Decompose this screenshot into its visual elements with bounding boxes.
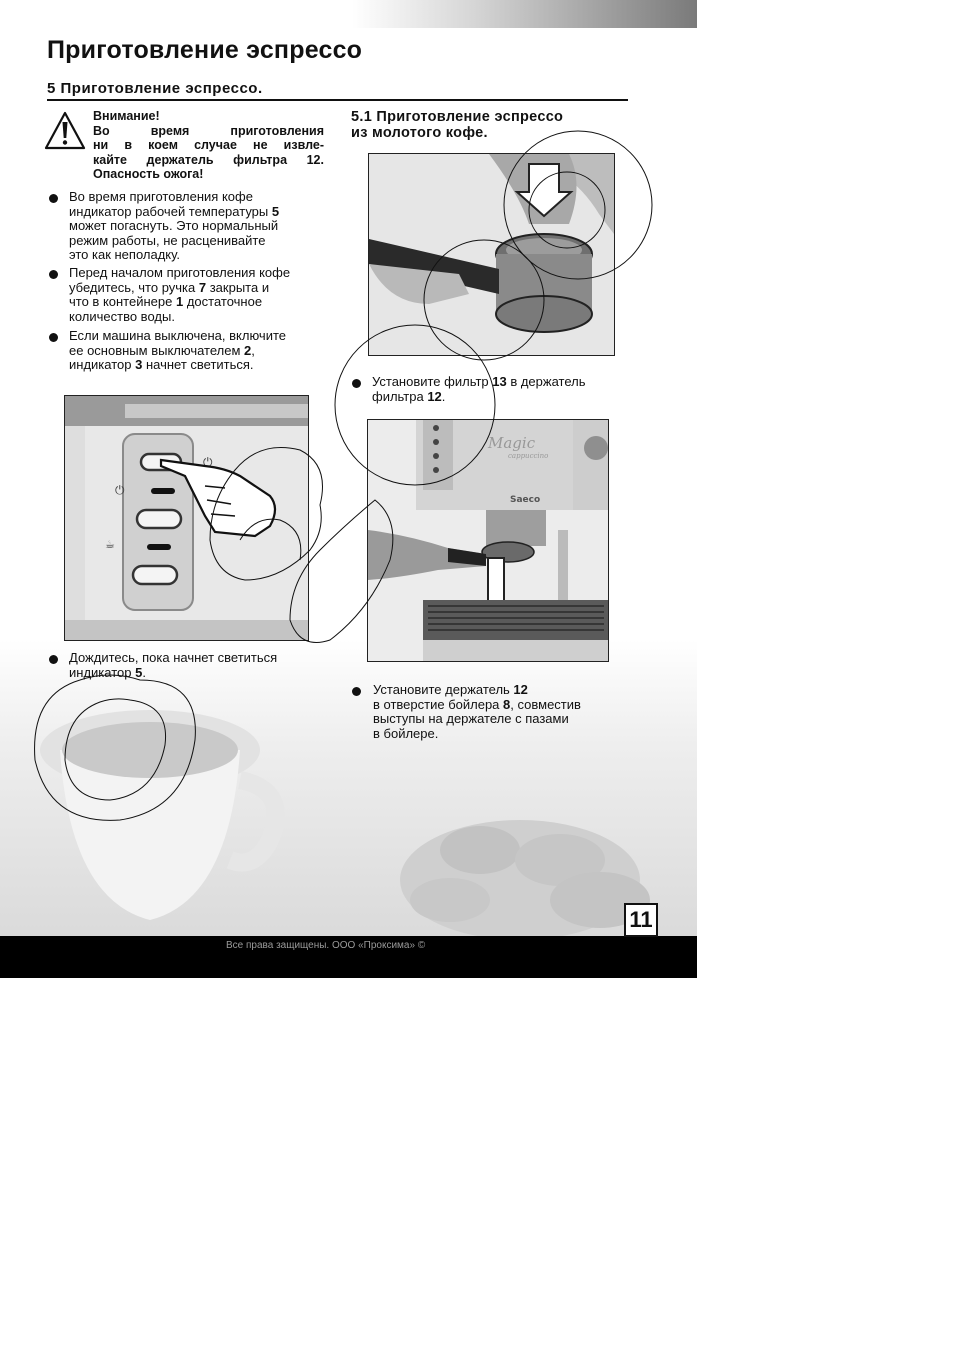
subsection-title: 5.1 Приготовление эспрессо из молотого кофе. bbox=[351, 109, 564, 141]
right-bullet-2: Установите держатель 12 в отверстие бойлера 8, совместив выступы на держателе с пазами в бойлере. bbox=[373, 682, 581, 741]
bullet-dot bbox=[352, 379, 361, 388]
filter-insert-photo bbox=[368, 153, 615, 356]
bullet-dot bbox=[49, 270, 58, 279]
warning-title: Внимание! bbox=[93, 109, 160, 123]
left-bullet-3: Если машина выключена, включите ее основным выключателем 2, индикатор 3 начнет светиться. bbox=[69, 328, 286, 372]
section-divider bbox=[47, 99, 628, 101]
bullet-dot bbox=[49, 655, 58, 664]
warning-line: Во время приготовления bbox=[93, 123, 324, 138]
left-bullet-1: Во время приготовления кофе индикатор рабочей температуры 5 может погаснуть. Это нормальный режим работы, не расценивайте это как неполадку. bbox=[69, 189, 280, 262]
svg-text:☕: ☕ bbox=[105, 538, 115, 551]
filter-insert-illustration bbox=[369, 154, 614, 355]
warning-block bbox=[93, 109, 324, 182]
header-gradient-band bbox=[352, 0, 697, 28]
warning-line: ни в коем случае не извле- bbox=[93, 138, 324, 152]
svg-text:⏻: ⏻ bbox=[115, 483, 125, 497]
warning-line: кайте держатель фильтра 12. bbox=[93, 152, 324, 167]
machine-model-sub-label: cappuccino bbox=[508, 452, 549, 460]
svg-text:⏻: ⏻ bbox=[203, 455, 213, 469]
bullet-dot bbox=[49, 194, 58, 203]
right-bullet-1: Установите фильтр 13 в держатель фильтра 12. bbox=[372, 374, 586, 404]
control-panel-illustration bbox=[65, 396, 308, 640]
bullet-dot bbox=[352, 687, 361, 696]
left-bullet-2: Перед началом приготовления кофе убедитесь, что ручка 7 закрыта и что в контейнере 1 достаточное количество воды. bbox=[69, 265, 291, 324]
left-bullet-4: Дождитесь, пока начнет светиться индикатор 5. bbox=[69, 650, 278, 680]
warning-line: Опасность ожога! bbox=[93, 167, 204, 181]
page-title: Приготовление эспрессо bbox=[47, 36, 363, 64]
warning-triangle-icon bbox=[44, 111, 86, 151]
control-panel-photo bbox=[64, 395, 309, 641]
background-coffee-photo bbox=[0, 640, 697, 940]
espresso-machine-illustration bbox=[368, 420, 608, 661]
section-title: 5 Приготовление эспрессо. bbox=[47, 80, 263, 97]
machine-model-label: Magic bbox=[488, 434, 536, 452]
machine-brand-label: Saeco bbox=[510, 495, 541, 505]
bullet-dot bbox=[49, 333, 58, 342]
footer-copyright: Все права защищены. ООО «Проксима» © bbox=[226, 940, 426, 951]
page-number: 11 bbox=[624, 903, 658, 937]
espresso-machine-photo bbox=[367, 419, 609, 662]
